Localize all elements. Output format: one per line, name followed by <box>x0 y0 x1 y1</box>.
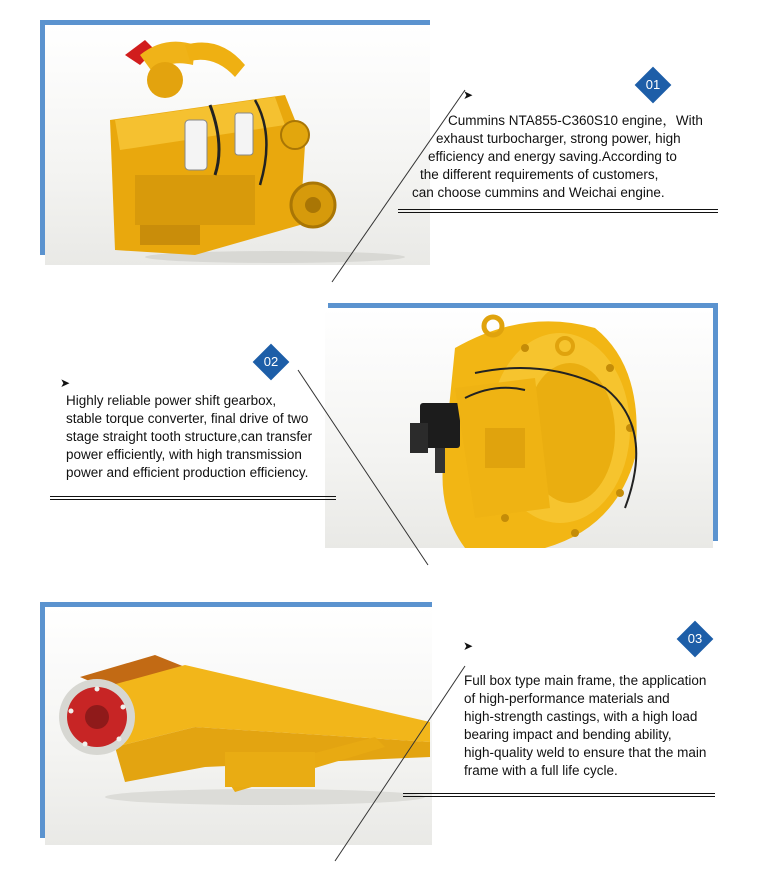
description-line: high-quality weld to ensure that the main <box>464 745 707 760</box>
description-line: Cummins NTA855-C360S10 engine，With <box>448 113 703 128</box>
leader-line-3 <box>333 664 473 864</box>
description-line: bearing impact and bending ability, <box>464 727 672 742</box>
description-line: exhaust turbocharger, strong power, high <box>436 131 681 146</box>
arrow-pointer-icon: ➤ <box>463 639 474 653</box>
description-line: of high-performance materials and <box>464 691 670 706</box>
arrow-pointer-icon: ➤ <box>463 88 474 102</box>
description-line: the different requirements of customers, <box>420 167 659 182</box>
badge-number-3: 03 <box>687 631 703 646</box>
photo-frame-side-2 <box>713 303 718 541</box>
description-line: power and efficient production efficiency. <box>66 465 309 480</box>
description-line: can choose cummins and Weichai engine. <box>412 185 665 200</box>
double-rule-2 <box>50 496 336 500</box>
description-line: Highly reliable power shift gearbox, <box>66 393 277 408</box>
description-line: high-strength castings, with a high load <box>464 709 698 724</box>
description-line: Full box type main frame, the application <box>464 673 707 688</box>
description-line: power efficiently, with high transmission <box>66 447 302 462</box>
badge-number-2: 02 <box>263 354 279 369</box>
double-rule-1 <box>398 209 718 213</box>
main-frame-description <box>464 672 744 780</box>
description-line: stage straight tooth structure,can transfer <box>66 429 313 444</box>
badge-number-1: 01 <box>645 77 661 92</box>
description-line: stable torque converter, final drive of two <box>66 411 309 426</box>
description-line: efficiency and energy saving.According to <box>428 149 677 164</box>
description-line: frame with a full life cycle. <box>464 763 618 778</box>
gearbox-description <box>66 392 346 482</box>
double-rule-3 <box>403 793 715 797</box>
arrow-pointer-icon: ➤ <box>60 376 71 390</box>
engine-description <box>404 112 734 202</box>
